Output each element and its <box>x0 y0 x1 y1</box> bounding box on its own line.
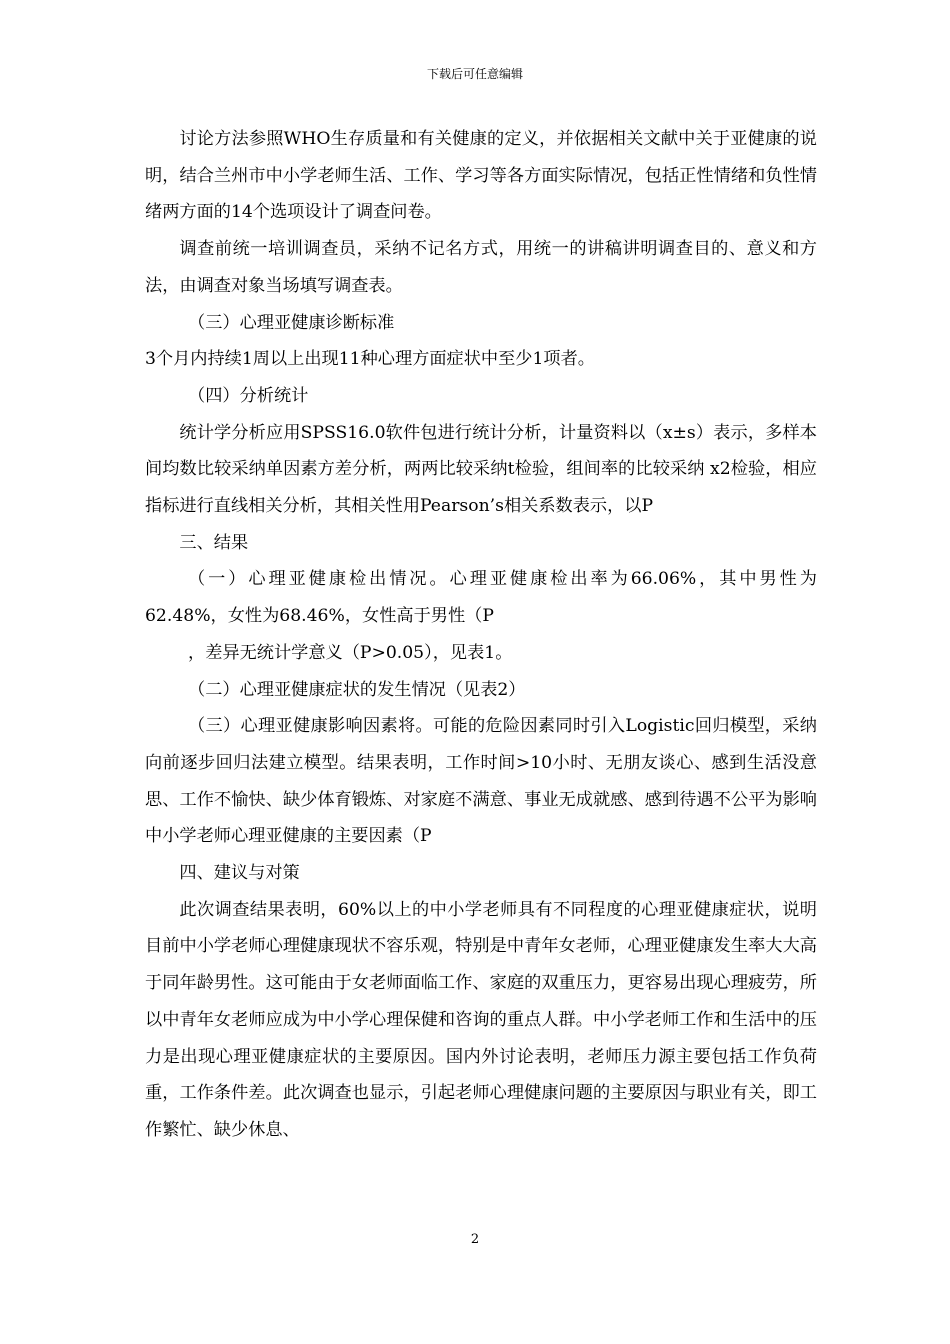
paragraph-survey-procedure: 调查前统一培训调查员，采纳不记名方式，用统一的讲稿讲明调查目的、意义和方法，由调查对象当场填写调查表。 <box>145 239 817 296</box>
paragraph-significance: ，差异无统计学意义（P>0.05），见表1。 <box>188 642 513 663</box>
paragraph-statistics: 统计学分析应用SPSS16.0软件包进行统计分析，计量资料以（x±s）表示，多样本间均数比较采纳单因素方差分析，两两比较采纳t检验，组间率的比较采纳 x2检验，相应指标进行直线相关分析，其相关性用Pearson’s相关系数表示，以P <box>145 422 817 517</box>
heading-diagnosis-criteria: （三）心理亚健康诊断标准 <box>188 312 395 333</box>
document-body <box>145 121 817 1149</box>
paragraph-diagnosis-criteria: 3个月内持续1周以上出现11种心理方面症状中至少1项者。 <box>145 349 595 370</box>
paragraph-discussion: 此次调查结果表明，60%以上的中小学老师具有不同程度的心理亚健康症状，说明目前中小学老师心理健康现状不容乐观，特别是中青年女老师，心理亚健康发生率大大高于同年龄男性。这可能由于女老师面临工作、家庭的双重压力，更容易出现心理疲劳，所以中青年女老师应成为中小学心理保健和咨询的重点人群。中小学老师工作和生活中的压力是出现心理亚健康症状的主要原因。国内外讨论表明，老师压力源主要包括工作负荷重，工作条件差。此次调查也显示，引起老师心理健康问题的主要原因与职业有关，即工作繁忙、缺少休息、 <box>145 899 817 1140</box>
page-number: 2 <box>470 1232 480 1247</box>
heading-results: 三、结果 <box>179 532 249 553</box>
page-header: 下载后可任意编辑 <box>426 67 523 81</box>
heading-statistics: （四）分析统计 <box>188 385 309 406</box>
paragraph-risk-factors: （三）心理亚健康影响因素将。可能的危险因素同时引入Logistic回归模型，采纳向前逐步回归法建立模型。结果表明，工作时间>10小时、无朋友谈心、感到生活没意思、工作不愉快、缺少体育锻炼、对家庭不满意、事业无成就感、感到待遇不公平为影响中小学老师心理亚健康的主要因素（P <box>145 716 817 847</box>
heading-symptoms: （二）心理亚健康症状的发生情况（见表2） <box>188 679 526 700</box>
heading-recommendations: 四、建议与对策 <box>179 863 300 884</box>
paragraph-detection-rate: （一）心理亚健康检出情况。心理亚健康检出率为66.06%，其中男性为62.48%，女性为68.46%，女性高于男性（P <box>145 569 817 627</box>
paragraph-methods: 讨论方法参照WHO生存质量和有关健康的定义，并依据相关文献中关于亚健康的说明，结合兰州市中小学老师生活、工作、学习等各方面实际情况，包括正性情绪和负性情绪两方面的14个选项设计了调查问卷。 <box>145 129 817 223</box>
